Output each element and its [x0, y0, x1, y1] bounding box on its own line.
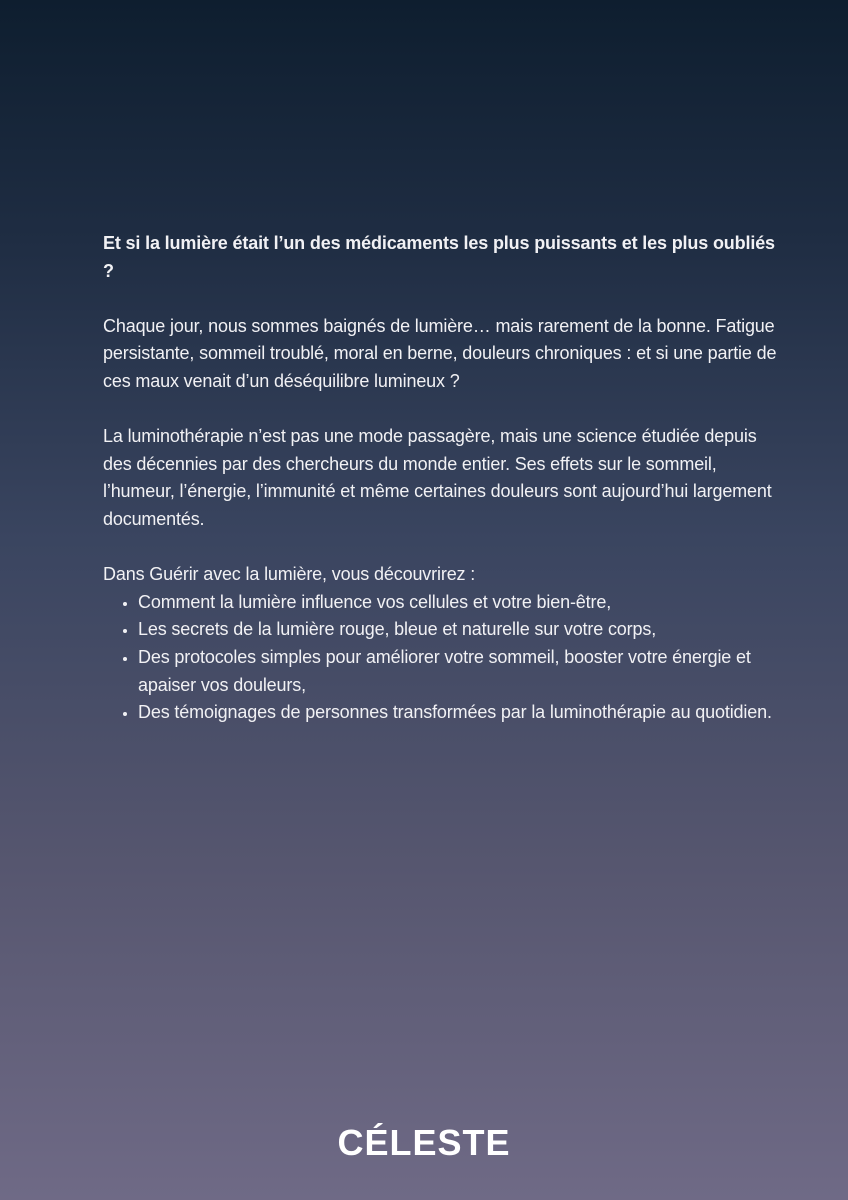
list-item: • Des protocoles simples pour améliorer votre sommeil, booster votre énergie et apaiser vos douleurs,	[138, 644, 783, 699]
publisher-logo: CÉLESTE	[337, 1122, 511, 1163]
bullet-list	[103, 589, 783, 727]
list-item: • Comment la lumière influence vos cellules et votre bien-être,	[138, 589, 783, 617]
list-item: • Des témoignages de personnes transformées par la luminothérapie au quotidien.	[138, 699, 783, 727]
paragraph-science: La luminothérapie n’est pas une mode passagère, mais une science étudiée depuis des décennies par des chercheurs du monde entier. Ses effets sur le sommeil, l’humeur, l’énergie, l’immunité et même certaines douleurs sont aujourd’hui largement documentés.	[103, 426, 772, 529]
list-intro: Dans Guérir avec la lumière, vous découvrirez :	[103, 564, 476, 585]
back-cover-text	[103, 230, 783, 727]
heading: Et si la lumière était l’un des médicaments les plus puissants et les plus oubliés ?	[103, 233, 775, 281]
list-item: • Les secrets de la lumière rouge, bleue et naturelle sur votre corps,	[138, 616, 783, 644]
paragraph-intro: Chaque jour, nous sommes baignés de lumière… mais rarement de la bonne. Fatigue persistante, sommeil troublé, moral en berne, douleurs chroniques : et si une partie de ces maux venait d’un déséquilibre lumineux ?	[103, 315, 777, 391]
